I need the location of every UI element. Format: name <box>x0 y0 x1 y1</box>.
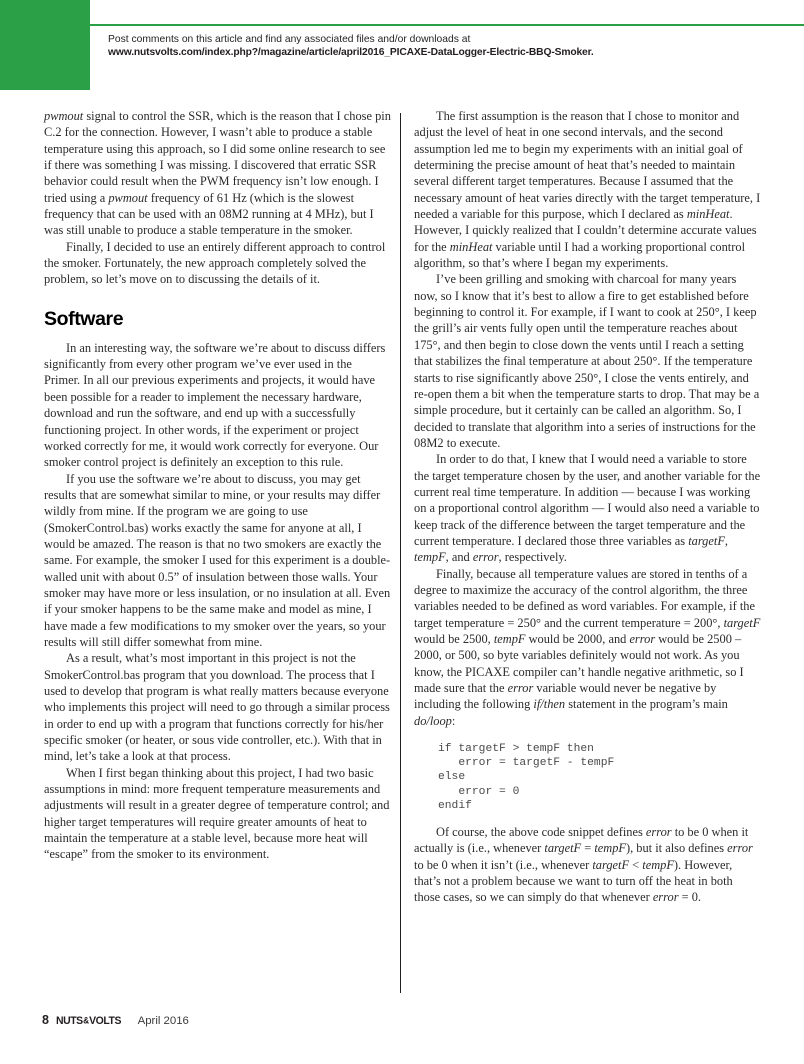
paragraph: I’ve been grilling and smoking with charcoal for many years now, so I know that it’s best to allow a fire to get established before beginning to control it. For example, if I want to cook at 250°, I keep the grill’s air vents fully open until the temperature reaches about 175°, and then begin to close down the vents until I reach a setting that stabilizes the final temperature at about 250°. If the temperature starts to rise significantly above 250°, I close the vents entirely, and re-open them a bit when the temperature starts to drop. That may be a simple procedure, but it certainly can be called an algorithm. So, I decided to translate that algorithm into a series of instructions for the 08M2 to execute. <box>414 272 760 450</box>
paragraph: pwmout signal to control the SSR, which is the reason that I chose pin C.2 for the connection. However, I wasn’t able to produce a stable temperature using this approach, so I did some online research to see if there was something I was missing. I discovered that erratic SSR behavior could result when the PWM frequency isn’t low enough. I tried using a pwmout frequency of 61 Hz (which is the slowest frequency that can be used with an 08M2 running at 4 MHz), but I was still unable to produce a stable temperature in the smoker. <box>44 109 391 238</box>
section-heading-software: Software <box>44 307 124 330</box>
header-note <box>108 34 728 59</box>
article-body <box>0 108 804 994</box>
issue-date: April 2016 <box>137 1015 189 1027</box>
nuts-volts-logo <box>56 1015 121 1027</box>
article-url[interactable]: www.nutsvolts.com/index.php?/magazine/article/april2016_PICAXE-DataLogger-Electric-BBQ-Smoker. <box>108 46 594 58</box>
page-footer <box>42 1013 189 1027</box>
green-corner-block <box>0 0 90 90</box>
page-number: 8 <box>42 1013 49 1027</box>
code-snippet: if targetF > tempF then error = targetF - tempF else error = 0 endif <box>438 743 615 812</box>
header-accent-rule <box>90 24 804 26</box>
paragraph: Of course, the above code snippet defines error to be 0 when it actually is (i.e., whenever targetF = tempF), but it also defines error to be 0 when it isn’t (i.e., whenever targetF < tempF). However, that’s not a problem because we want to turn off the heat in both those cases, so we can simply do that whenever error = 0. <box>414 825 753 905</box>
paragraph: In an interesting way, the software we’re about to discuss differs significantly from every other program we’ve ever used in the Primer. In all our previous experiments and projects, it would have been possible for a reader to implement the necessary hardware, download and run the software, and end up with a successfully functioning project. In other words, if the experiment or project worked correctly for me, it would work correctly for everyone. Our smoker control project is definitely an exception to this rule. <box>44 340 386 470</box>
column-divider <box>400 113 401 993</box>
paragraph: If you use the software we’re about to discuss, you may get results that are somewhat similar to mine, or your results may differ wildly from mine. If the program we are going to use (SmokerControl.bas) works exactly the same for anyone at all, I would be amazed. The reason is that no two smokers are exactly the same. For example, the smoker I used for this experiment is a double-walled unit with about 0.5” of insulation between those walls. Your smoker may have more or less insulation, or no insulation at all. Even if your smoker happens to be the same make and model as mine, I have made a few modifications to my smoker over the years, so your results will still differ somewhat from mine. <box>44 471 391 649</box>
paragraph: When I first began thinking about this project, I had two basic assumptions in mind: more frequent temperature measurements and adjustments will result in a greater degree of temperature control; and higher target temperatures will require greater amounts of heat to maintain the temperature at a stable level, because more heat will “escape” from the smoker to its environment. <box>44 765 390 862</box>
ampersand-icon: & <box>83 1015 89 1026</box>
paragraph: In order to do that, I knew that I would need a variable to store the target temperature chosen by the user, and another variable for the current real time temperature. In addition — because I was working on a proportional control algorithm — I would also need a variable to keep track of the difference between the target temperature and the current temperature. I declared those three variables as targetF, tempF, and error, respectively. <box>414 452 761 565</box>
left-column <box>44 108 391 994</box>
header-note-lead: Post comments on this article and find any associated files and/or downloads at <box>108 34 471 45</box>
paragraph: Finally, because all temperature values are stored in tenths of a degree to maximize the accuracy of the control algorithm, the three variables needed to be defined as word variables. For example, if the target temperature = 250° and the current temperature = 200°, targetF would be 2500, tempF would be 2000, and error would be 2500 – 2000, or 500, so byte variables definitely would not work. As you know, the PICAXE compiler can’t handle negative arithmetic, so I made sure that the error variable would never be negative by including the following if/then statement in the program’s main do/loop: <box>414 566 761 728</box>
paragraph: As a result, what’s most important in this project is not the SmokerControl.bas program that you download. The process that I used to develop that program is what really matters because everyone who implements this project will need to go through a similar process in order to end up with a program that functions correctly for his/her specific smoker (or heater, or sous vide controller, etc.). With that in mind, let’s take a look at that process. <box>44 651 390 764</box>
right-column <box>414 108 761 994</box>
brand-first: NUTS <box>55 1015 83 1027</box>
paragraph: Finally, I decided to use an entirely different approach to control the smoker. Fortunately, the new approach completely solved the problem, so let’s move on to discussing the details of it. <box>44 239 386 287</box>
paragraph: The first assumption is the reason that I chose to monitor and adjust the level of heat in one second intervals, and the second assumption led me to begin my experiments with an initial goal of determining the precise amount of heat that’s needed to maintain several different target temperatures. Because I assumed that the necessary amount of heat varies directly with the target temperature, I needed a variable for this purpose, which I declared as minHeat. However, I quickly realized that I couldn’t determine accurate values for the minHeat variable until I had a working proportional control algorithm, so that’s where I began my experiments. <box>414 109 761 271</box>
brand-second: VOLTS <box>89 1015 121 1027</box>
